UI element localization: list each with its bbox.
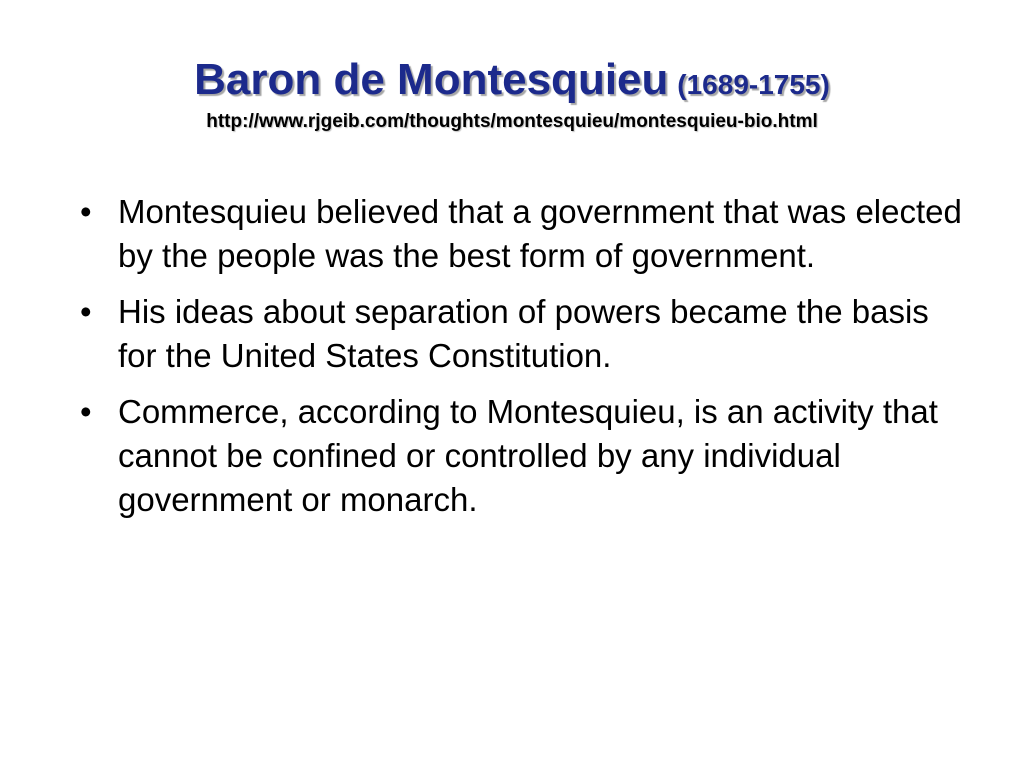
bullet-item — [0, 390, 1024, 522]
source-url: http://www.rjgeib.com/thoughts/montesquieu/montesquieu-bio.html — [206, 111, 818, 132]
bullet-item — [0, 290, 1024, 378]
title-years: (1689-1755) — [677, 69, 830, 100]
bullet-text: Commerce, according to Montesquieu, is an activity that cannot be confined or controlled by any individual government or monarch. — [118, 393, 938, 518]
bullet-icon: • — [80, 193, 92, 230]
bullet-icon: • — [80, 293, 92, 330]
bullet-list — [0, 190, 1024, 534]
title-block — [0, 55, 1024, 133]
bullet-text: His ideas about separation of powers became the basis for the United States Constitution. — [118, 293, 929, 374]
bullet-text: Montesquieu believed that a government that was elected by the people was the best form of government. — [118, 193, 962, 274]
bullet-icon: • — [80, 393, 92, 430]
slide-title — [0, 55, 1024, 104]
bullet-item — [0, 190, 1024, 278]
title-name: Baron de Montesquieu — [194, 55, 669, 104]
